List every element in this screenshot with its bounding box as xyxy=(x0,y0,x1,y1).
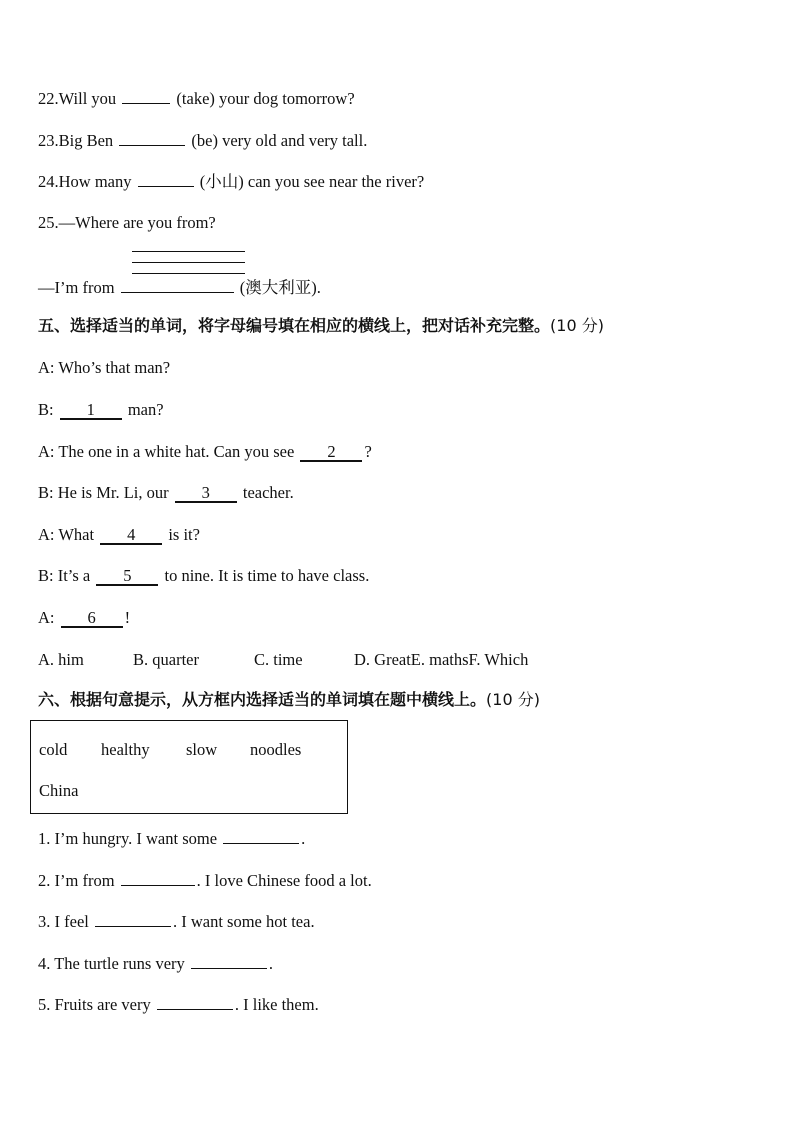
q24-suffix: (小山) can you see near the river? xyxy=(199,172,425,191)
fill-question-3-blank[interactable] xyxy=(95,911,171,927)
question-25-line1: 25.—Where are you from? xyxy=(38,213,216,232)
fill-question-5-blank[interactable] xyxy=(157,994,233,1010)
option-c: C. time xyxy=(254,650,303,669)
q23-suffix: (be) very old and very tall. xyxy=(191,131,368,150)
section5-options xyxy=(38,650,528,670)
fill-question-2-prefix: 2. I’m from xyxy=(38,871,115,890)
dialog-line-5-suffix: to nine. It is time to have class. xyxy=(164,566,370,585)
section5-heading xyxy=(38,316,604,336)
word-box xyxy=(30,720,348,814)
word-box-item: healthy xyxy=(101,740,150,759)
q23-prefix: 23.Big Ben xyxy=(38,131,114,150)
dialog-line-6 xyxy=(38,608,130,628)
dialog-line-3 xyxy=(38,483,294,503)
q22-blank[interactable] xyxy=(122,88,170,104)
fill-question-3-suffix: . I want some hot tea. xyxy=(172,912,315,931)
fill-question-1-prefix: 1. I’m hungry. I want some xyxy=(38,829,218,848)
section6-heading xyxy=(38,690,540,710)
answer-blank-3[interactable] xyxy=(175,485,237,503)
answer-blank-5-number: 5 xyxy=(123,566,132,585)
word-box-item: noodles xyxy=(250,740,302,759)
answer-blank-6[interactable] xyxy=(61,610,123,628)
section5-score: (10 分) xyxy=(550,316,604,335)
answer-blank-5[interactable] xyxy=(96,568,158,586)
dialog-line-1 xyxy=(38,400,164,420)
dialog-line-0 xyxy=(38,358,170,378)
fill-question-4-blank[interactable] xyxy=(191,953,267,969)
dialog-line-4-suffix: is it? xyxy=(168,525,200,544)
answer-blank-2[interactable] xyxy=(300,444,362,462)
dialog-line-5-prefix: B: It’s a xyxy=(38,566,91,585)
dialog-line-2-prefix: A: The one in a white hat. Can you see xyxy=(38,442,295,461)
section5-heading-text: 五、选择适当的单词，将字母编号填在相应的横线上，把对话补充完整。 xyxy=(38,316,551,335)
dialog-line-3-suffix: teacher. xyxy=(242,483,294,502)
answer-blank-3-number: 3 xyxy=(201,483,210,502)
word-box-item: China xyxy=(39,781,79,800)
dialog-line-4 xyxy=(38,525,200,545)
fill-question-3 xyxy=(38,911,315,932)
q24-blank[interactable] xyxy=(138,171,194,187)
fill-question-5-prefix: 5. Fruits are very xyxy=(38,995,151,1014)
fill-question-4 xyxy=(38,953,273,974)
word-box-item: cold xyxy=(39,740,68,759)
q25-suffix: (澳大利亚). xyxy=(239,278,321,297)
dialog-line-2-suffix: ? xyxy=(364,442,372,461)
section6-heading-text: 六、根据句意提示，从方框内选择适当的单词填在题中横线上。 xyxy=(38,690,487,709)
q22-suffix: (take) your dog tomorrow? xyxy=(176,89,355,108)
question-25-line2 xyxy=(38,277,321,298)
q25-prefix: —I’m from xyxy=(38,278,115,297)
dialog-line-1-prefix: B: xyxy=(38,400,54,419)
option-b: B. quarter xyxy=(133,650,199,669)
dialog-line-2 xyxy=(38,442,372,462)
answer-blank-4-number: 4 xyxy=(127,525,136,544)
question-23 xyxy=(38,130,367,151)
answer-blank-2-number: 2 xyxy=(327,442,336,461)
fill-question-2-suffix: . I love Chinese food a lot. xyxy=(196,871,372,890)
q23-blank[interactable] xyxy=(119,130,185,146)
fill-question-3-prefix: 3. I feel xyxy=(38,912,89,931)
answer-blank-6-number: 6 xyxy=(87,608,96,627)
option-a: A. him xyxy=(38,650,84,669)
fill-question-2 xyxy=(38,870,372,891)
dialog-line-6-prefix: A: xyxy=(38,608,55,627)
fill-question-4-prefix: 4. The turtle runs very xyxy=(38,954,185,973)
dialog-line-5 xyxy=(38,566,369,586)
option-d-e-f: D. GreatE. mathsF. Which xyxy=(354,650,529,669)
fill-question-1-blank[interactable] xyxy=(223,828,299,844)
q22-prefix: 22.Will you xyxy=(38,89,117,108)
dialog-line-4-prefix: A: What xyxy=(38,525,95,544)
fill-question-4-suffix: . xyxy=(268,954,274,973)
dialog-line-1-suffix: man? xyxy=(127,400,164,419)
dialog-line-0-text: A: Who’s that man? xyxy=(38,358,171,377)
question-22 xyxy=(38,88,355,109)
word-box-item: slow xyxy=(186,740,218,759)
fill-question-5-suffix: . I like them. xyxy=(234,995,319,1014)
section6-score: (10 分) xyxy=(486,690,540,709)
fill-question-1 xyxy=(38,828,305,849)
answer-blank-1[interactable] xyxy=(60,402,122,420)
dialog-line-3-prefix: B: He is Mr. Li, our xyxy=(38,483,169,502)
answer-blank-4[interactable] xyxy=(100,527,162,545)
q25-blank[interactable] xyxy=(121,277,234,293)
q24-prefix: 24.How many xyxy=(38,172,132,191)
answer-blank-1-number: 1 xyxy=(86,400,95,419)
fill-question-5 xyxy=(38,994,319,1015)
fill-question-1-suffix: . xyxy=(301,829,306,848)
dialog-line-6-suffix: ! xyxy=(124,608,131,627)
question-24 xyxy=(38,171,424,192)
fill-question-2-blank[interactable] xyxy=(121,870,195,886)
